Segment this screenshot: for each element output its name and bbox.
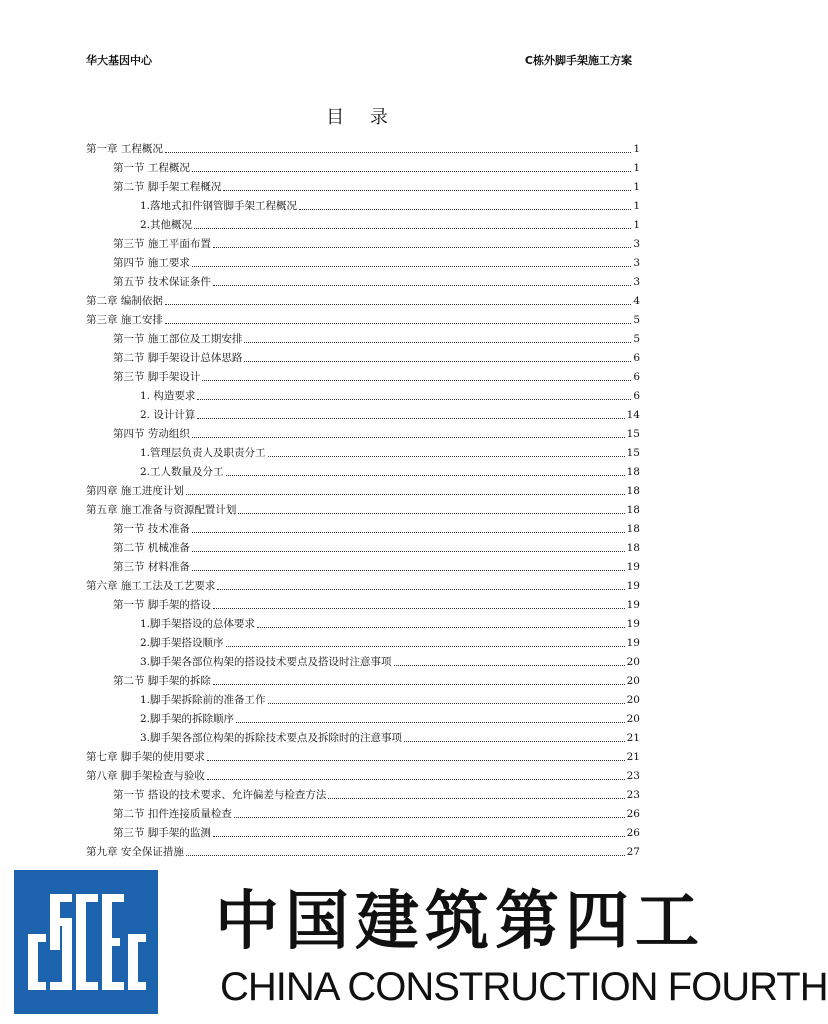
toc-entry-page: 6	[633, 352, 640, 364]
toc-entry-page: 18	[626, 542, 640, 554]
toc-entry-label: 第五节 技术保证条件	[113, 276, 211, 288]
toc-entry	[86, 213, 640, 232]
toc-entry	[86, 270, 640, 289]
toc-entry-page: 20	[626, 694, 640, 706]
toc-leader-dots	[192, 551, 625, 552]
toc-leader-dots	[268, 703, 625, 704]
toc-entry-page: 23	[626, 789, 640, 801]
toc-entry-page: 20	[626, 675, 640, 687]
toc-entry-label: 第三节 施工平面布置	[113, 238, 211, 250]
toc-entry-page: 6	[633, 371, 640, 383]
toc-entry-page: 19	[626, 637, 640, 649]
toc-entry-label: 第四节 施工要求	[113, 257, 190, 269]
table-of-contents	[86, 137, 640, 858]
toc-entry-page: 1	[633, 181, 640, 193]
cscec-logo-mark	[14, 870, 158, 1014]
toc-entry-label: 2.脚手架的拆除顺序	[140, 713, 235, 725]
toc-entry-label: 第一节 搭设的技术要求、允许偏差与检查方法	[113, 789, 327, 801]
toc-leader-dots	[226, 475, 625, 476]
toc-entry-page: 19	[626, 561, 640, 573]
toc-leader-dots	[213, 684, 625, 685]
toc-entry	[86, 840, 640, 859]
header-document-title: C栋外脚手架施工方案	[524, 54, 632, 67]
toc-entry-label: 第一节 技术准备	[113, 523, 190, 535]
toc-entry-page: 3	[633, 238, 640, 250]
toc-entry-label: 第二节 脚手架工程概况	[113, 181, 222, 193]
toc-leader-dots	[192, 437, 625, 438]
toc-entry-label: 第四节 劳动组织	[113, 428, 190, 440]
toc-entry-label: 第二章 编制依据	[86, 295, 163, 307]
toc-leader-dots	[207, 760, 625, 761]
toc-entry-page: 14	[626, 409, 640, 421]
toc-entry	[86, 251, 640, 270]
toc-entry-page: 4	[633, 295, 640, 307]
company-banner	[0, 862, 828, 1024]
toc-entry-page: 27	[626, 846, 640, 858]
toc-entry-page: 6	[633, 390, 640, 402]
toc-leader-dots	[165, 304, 631, 305]
toc-entry-label: 第三章 施工安排	[86, 314, 163, 326]
toc-entry-label: 1.脚手架拆除前的准备工作	[140, 694, 266, 706]
toc-entry	[86, 669, 640, 688]
toc-entry-label: 第二节 脚手架设计总体思路	[113, 352, 243, 364]
toc-entry-label: 2. 设计计算	[140, 409, 196, 421]
toc-entry	[86, 517, 640, 536]
toc-entry-page: 18	[626, 466, 640, 478]
toc-entry-label: 第二节 脚手架的拆除	[113, 675, 211, 687]
toc-entry	[86, 422, 640, 441]
toc-leader-dots	[299, 209, 631, 210]
toc-leader-dots	[257, 627, 625, 628]
toc-entry-label: 第八章 脚手架检查与验收	[86, 770, 205, 782]
toc-entry-page: 20	[626, 656, 640, 668]
toc-entry-page: 3	[633, 276, 640, 288]
toc-entry-page: 21	[626, 751, 640, 763]
toc-entry-label: 第九章 安全保证措施	[86, 846, 184, 858]
toc-entry	[86, 555, 640, 574]
toc-entry	[86, 726, 640, 745]
toc-leader-dots	[186, 855, 625, 856]
toc-entry	[86, 498, 640, 517]
toc-entry-label: 3.脚手架各部位构架的拆除技术要点及拆除时的注意事项	[140, 732, 403, 744]
toc-entry-page: 1	[633, 162, 640, 174]
header-project-name: 华大基因中心	[86, 54, 152, 67]
toc-leader-dots	[213, 836, 625, 837]
toc-leader-dots	[192, 266, 631, 267]
toc-entry-page: 15	[626, 447, 640, 459]
company-name-chinese: 中国建筑第四工	[215, 885, 705, 959]
toc-entry	[86, 384, 640, 403]
toc-leader-dots	[223, 190, 631, 191]
toc-entry-page: 1	[633, 200, 640, 212]
toc-leader-dots	[192, 532, 625, 533]
toc-entry-page: 19	[626, 618, 640, 630]
toc-leader-dots	[236, 722, 625, 723]
toc-entry-label: 第二节 扣件连接质量检查	[113, 808, 232, 820]
toc-leader-dots	[268, 456, 625, 457]
toc-leader-dots	[197, 399, 631, 400]
toc-entry	[86, 536, 640, 555]
toc-entry	[86, 593, 640, 612]
toc-entry-page: 23	[626, 770, 640, 782]
toc-entry	[86, 346, 640, 365]
toc-entry-label: 1.管理层负责人及职责分工	[140, 447, 266, 459]
toc-leader-dots	[394, 665, 625, 666]
toc-entry	[86, 137, 640, 156]
toc-leader-dots	[207, 779, 625, 780]
toc-entry	[86, 688, 640, 707]
toc-entry-label: 第一节 脚手架的搭设	[113, 599, 211, 611]
toc-entry-page: 3	[633, 257, 640, 269]
toc-entry	[86, 441, 640, 460]
toc-entry-page: 15	[626, 428, 640, 440]
toc-entry	[86, 194, 640, 213]
toc-entry-page: 1	[633, 143, 640, 155]
toc-entry	[86, 745, 640, 764]
toc-leader-dots	[202, 380, 631, 381]
toc-entry	[86, 156, 640, 175]
toc-entry-page: 26	[626, 827, 640, 839]
toc-leader-dots	[165, 323, 631, 324]
toc-entry-page: 5	[633, 314, 640, 326]
toc-entry-label: 2.脚手架搭设顺序	[140, 637, 224, 649]
toc-entry-label: 2.工人数量及分工	[140, 466, 224, 478]
toc-leader-dots	[213, 285, 631, 286]
toc-entry	[86, 289, 640, 308]
toc-leader-dots	[244, 342, 631, 343]
toc-entry-label: 1.脚手架搭设的总体要求	[140, 618, 256, 630]
toc-entry-page: 18	[626, 523, 640, 535]
toc-entry	[86, 612, 640, 631]
toc-entry-label: 第六章 施工工法及工艺要求	[86, 580, 216, 592]
toc-title: 目 录	[326, 107, 398, 128]
toc-entry	[86, 479, 640, 498]
toc-entry	[86, 631, 640, 650]
toc-leader-dots	[217, 589, 624, 590]
toc-entry	[86, 650, 640, 669]
toc-leader-dots	[165, 152, 631, 153]
toc-entry-page: 20	[626, 713, 640, 725]
toc-entry	[86, 403, 640, 422]
cscec-logo	[14, 870, 158, 1014]
toc-entry	[86, 175, 640, 194]
toc-entry-page: 19	[626, 580, 640, 592]
toc-leader-dots	[194, 228, 631, 229]
toc-entry-label: 第三节 脚手架设计	[113, 371, 201, 383]
toc-entry-label: 第一节 施工部位及工期安排	[113, 333, 243, 345]
toc-leader-dots	[328, 798, 624, 799]
company-name-english: CHINA CONSTRUCTION FOURTH	[220, 965, 828, 1009]
toc-entry-label: 第一章 工程概况	[86, 143, 163, 155]
toc-leader-dots	[192, 570, 625, 571]
toc-leader-dots	[244, 361, 631, 362]
toc-entry	[86, 783, 640, 802]
toc-entry-page: 18	[626, 504, 640, 516]
toc-entry-page: 21	[626, 732, 640, 744]
toc-entry-page: 18	[626, 485, 640, 497]
toc-entry	[86, 821, 640, 840]
toc-entry-label: 3.脚手架各部位构架的搭设技术要点及搭设时注意事项	[140, 656, 392, 668]
toc-entry	[86, 764, 640, 783]
toc-entry	[86, 327, 640, 346]
toc-entry-page: 19	[626, 599, 640, 611]
toc-leader-dots	[226, 646, 625, 647]
toc-leader-dots	[234, 817, 625, 818]
toc-entry-label: 第二节 机械准备	[113, 542, 190, 554]
toc-entry-page: 1	[633, 219, 640, 231]
toc-entry	[86, 365, 640, 384]
toc-entry-page: 5	[633, 333, 640, 345]
toc-leader-dots	[197, 418, 624, 419]
toc-entry-label: 2.其他概况	[140, 219, 193, 231]
toc-leader-dots	[186, 494, 625, 495]
toc-entry	[86, 707, 640, 726]
toc-entry	[86, 308, 640, 327]
toc-entry-label: 第五章 施工准备与资源配置计划	[86, 504, 237, 516]
toc-entry	[86, 574, 640, 593]
toc-entry-label: 1.落地式扣件钢管脚手架工程概况	[140, 200, 298, 212]
toc-entry-page: 26	[626, 808, 640, 820]
toc-entry-label: 1. 构造要求	[140, 390, 196, 402]
toc-leader-dots	[404, 741, 625, 742]
toc-entry-label: 第三节 材料准备	[113, 561, 190, 573]
toc-leader-dots	[192, 171, 631, 172]
toc-entry	[86, 232, 640, 251]
toc-entry	[86, 460, 640, 479]
toc-entry	[86, 802, 640, 821]
toc-leader-dots	[238, 513, 624, 514]
toc-entry-label: 第三节 脚手架的监测	[113, 827, 211, 839]
toc-leader-dots	[213, 608, 625, 609]
toc-entry-label: 第七章 脚手架的使用要求	[86, 751, 205, 763]
toc-entry-label: 第一节 工程概况	[113, 162, 190, 174]
toc-entry-label: 第四章 施工进度计划	[86, 485, 184, 497]
toc-leader-dots	[213, 247, 631, 248]
